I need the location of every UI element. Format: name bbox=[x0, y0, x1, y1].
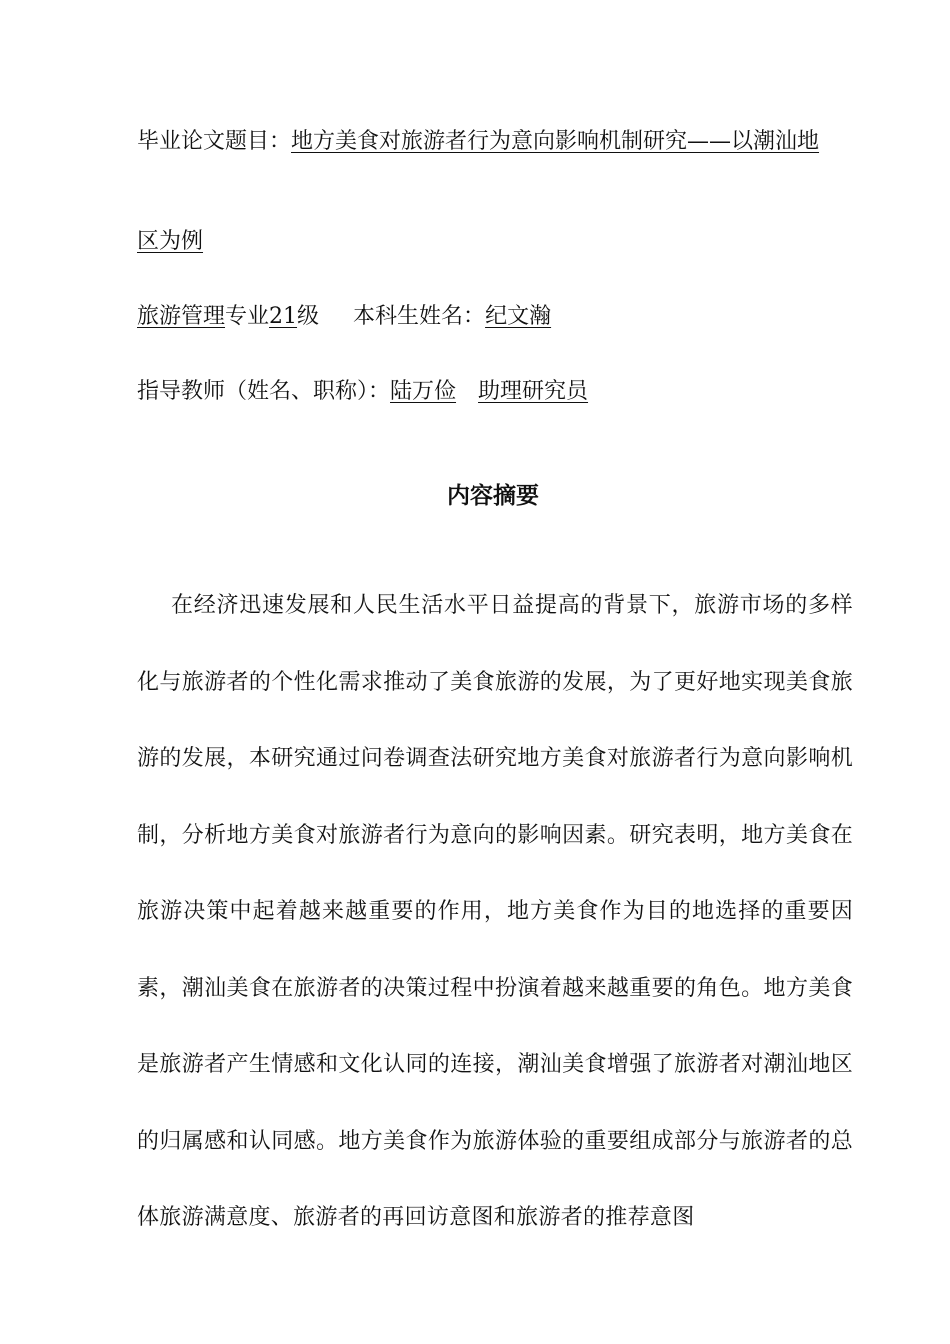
grade-number: 21 bbox=[269, 304, 298, 329]
thesis-title-label: 毕业论文题目： bbox=[137, 129, 292, 154]
major-name: 旅游管理 bbox=[137, 304, 226, 329]
major-student-line bbox=[137, 302, 551, 332]
thesis-title-line-2 bbox=[137, 227, 203, 257]
advisor-line bbox=[137, 377, 588, 407]
student-name: 纪文瀚 bbox=[485, 304, 552, 329]
thesis-title-text-continued: 区为例 bbox=[137, 229, 204, 254]
thesis-title-line-1 bbox=[137, 127, 819, 157]
abstract-heading: 内容摘要 bbox=[447, 483, 539, 509]
thesis-title-text: 地方美食对旅游者行为意向影响机制研究——以潮汕地 bbox=[291, 129, 820, 154]
abstract-body: 在经济迅速发展和人民生活水平日益提高的背景下，旅游市场的多样化与旅游者的个性化需求推动了美食旅游的发展，为了更好地实现美食旅游的发展，本研究通过问卷调查法研究地方美食对旅游者行为意向影响机制，分析地方美食对旅游者行为意向的影响因素。研究表明，地方美食在旅游决策中起着越来越重要的作用，地方美食作为目的地选择的重要因素，潮汕美食在旅游者的决策过程中扮演着越来越重要的角色。地方美食是旅游者产生情感和文化认同的连接，潮汕美食增强了旅游者对潮汕地区的归属感和认同感。地方美食作为旅游体验的重要组成部分与旅游者的总体旅游满意度、旅游者的再回访意图和旅游者的推荐意图 bbox=[137, 593, 853, 1230]
major-label: 专业 bbox=[225, 304, 270, 329]
student-name-label: 本科生姓名： bbox=[353, 304, 486, 329]
advisor-label: 指导教师（姓名、职称）： bbox=[137, 379, 391, 404]
grade-label: 级 bbox=[297, 304, 320, 329]
advisor-info bbox=[390, 379, 588, 404]
advisor-name: 陆万俭 bbox=[390, 379, 457, 404]
advisor-title: 助理研究员 bbox=[478, 379, 589, 404]
